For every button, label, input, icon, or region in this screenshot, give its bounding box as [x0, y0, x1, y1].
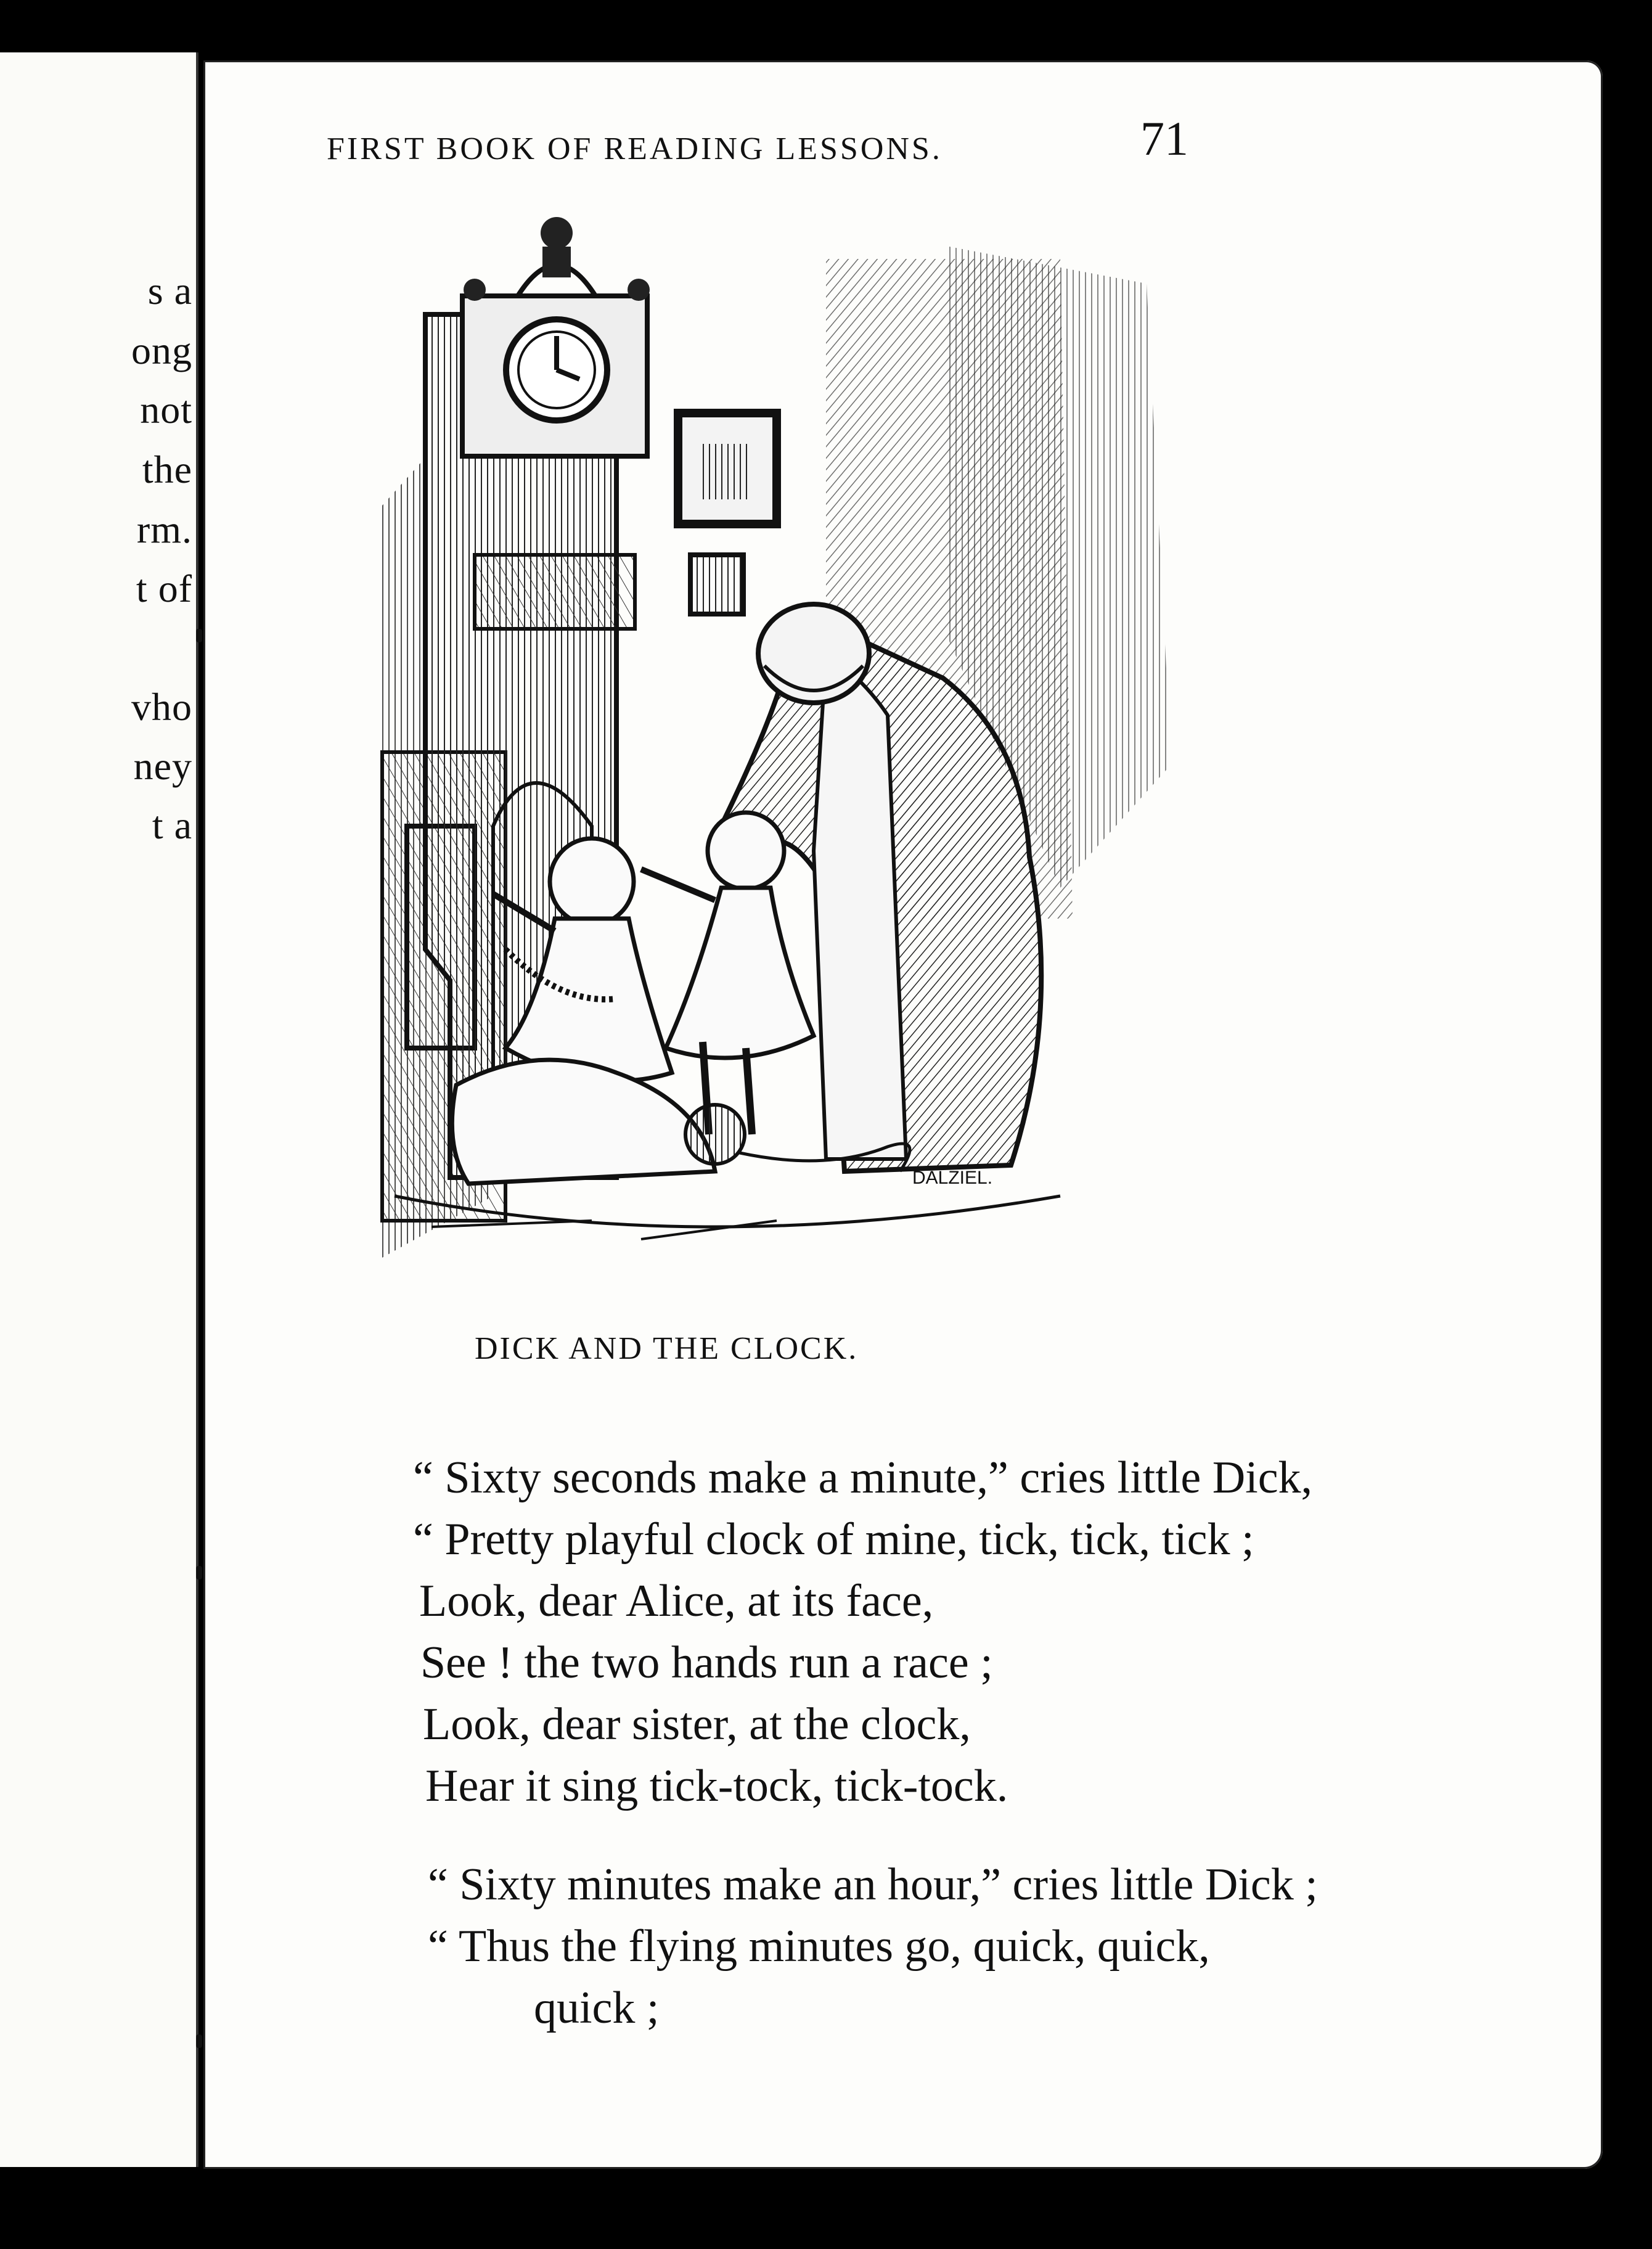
poem-line: “ Sixty seconds make a minute,” cries little Dick,	[413, 1452, 1313, 1503]
left-page-fragment: ney	[133, 744, 192, 788]
left-page-fragment: t a	[152, 803, 192, 847]
running-head: FIRST BOOK OF READING LESSONS.	[327, 131, 943, 166]
clock-engraving-illustration	[271, 210, 1319, 1338]
poem-line: quick ;	[534, 1983, 660, 2033]
page-number: 71	[1140, 112, 1188, 165]
poem-line: “ Pretty playful clock of mine, tick, tick, tick ;	[413, 1514, 1254, 1565]
poem-line: Hear it sing tick-tock, tick-tock.	[425, 1761, 1008, 1811]
previous-page	[0, 52, 198, 2167]
poem-line: “ Thus the flying minutes go, quick, quick,	[428, 1921, 1210, 1972]
poem-line: Look, dear Alice, at its face,	[419, 1576, 934, 1626]
binding-stitch	[196, 629, 202, 642]
poem-line: Look, dear sister, at the clock,	[423, 1699, 971, 1750]
engraver-signature: DALZIEL.	[912, 1168, 993, 1188]
binding-stitch	[196, 2034, 202, 2048]
binding-stitch	[196, 1566, 202, 1579]
left-page-fragment: ong	[131, 329, 192, 372]
poem-line: “ Sixty minutes make an hour,” cries little Dick ;	[428, 1859, 1318, 1910]
left-page-fragment: vho	[131, 685, 192, 729]
left-page-fragment: the	[142, 448, 192, 491]
left-page-fragment: not	[140, 388, 192, 432]
left-page-fragment: t of	[136, 567, 192, 610]
poem-line: See ! the two hands run a race ;	[420, 1637, 993, 1688]
left-page-fragment: rm.	[136, 507, 192, 551]
poem-title: DICK AND THE CLOCK.	[475, 1331, 859, 1366]
left-page-fragment: s a	[147, 269, 192, 313]
